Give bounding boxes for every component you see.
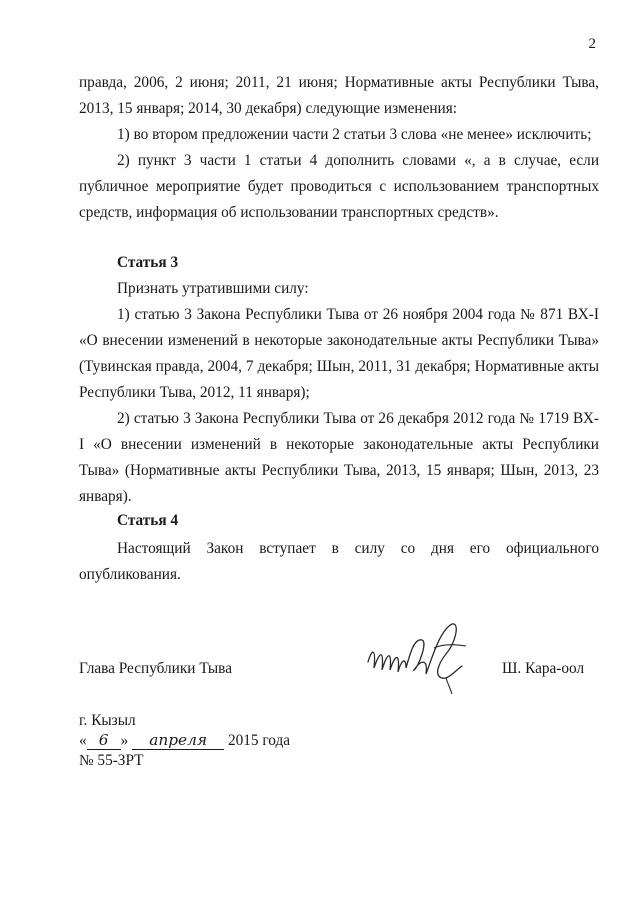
body-paragraph-2: 1) во втором предложении части 2 статьи 3 слова «не менее» исключить; [117,126,592,143]
article-3-intro: Признать утратившими силу: [117,280,309,297]
page-number: 2 [588,36,596,52]
signatory-title: Глава Республики Тыва [79,660,232,677]
date-open-quote: « [79,732,87,749]
article-4-heading: Статья 4 [117,512,179,529]
signatory-name: Ш. Кара-оол [502,660,585,677]
date-close-quote: » [120,732,129,749]
date-month: апреля [132,731,224,750]
article-4-text: Настоящий Закон вступает в силу со дня его официального опубликования. [79,540,599,583]
article-3-item-1: 1) статью 3 Закона Республики Тыва от 26 ноября 2004 года № 871 ВХ-I «О внесении изменений в некоторые законодательные акты Республики Тыва» (Тувинская правда, 2004, 7 декабря; Шын, 2011, 31 декабря; Нормативные акты Республики Тыва, 2012, 11 января); [79,306,599,401]
date-day: 6 [87,731,121,750]
city: г. Кызыл [79,712,136,729]
signing-date [79,731,290,750]
body-paragraph-1: правда, 2006, 2 июня; 2011, 21 июня; Нормативные акты Республики Тыва, 2013, 15 января; 2014, 30 декабря) следующие изменения: [79,74,599,117]
date-year: 2015 года [227,732,291,749]
article-3-item-2: 2) статью 3 Закона Республики Тыва от 26 декабря 2012 года № 1719 ВХ-I «О внесении изменений в некоторые законодательные акты Республики Тыва» (Нормативные акты Республики Тыва, 2013, 15 января; Шын, 2013, 23 января). [79,410,599,505]
law-number: № 55-ЗРТ [79,752,144,769]
article-3-heading: Статья 3 [117,254,179,271]
handwritten-signature [362,618,474,696]
body-paragraph-3: 2) пункт 3 части 1 статьи 4 дополнить словами «, а в случае, если публичное мероприятие будет проводиться с использованием транспортных средств, информация об использовании транспортных средств». [79,152,599,221]
